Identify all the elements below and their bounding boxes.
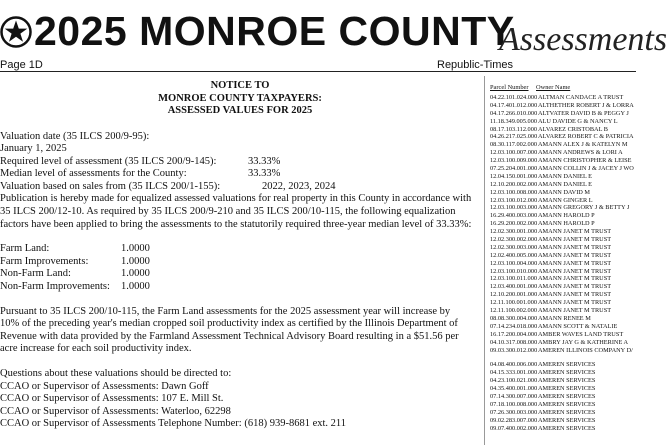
factor-label: Farm Improvements: <box>0 255 89 267</box>
table-row <box>490 323 636 331</box>
owner-name: AMEREN SERVICES <box>538 392 596 400</box>
notice-heading-line: MONROE COUNTY TAXPAYERS: <box>158 92 322 104</box>
owner-name: AMANN ANDREWS & LORI A <box>538 149 623 157</box>
parcel-number: 12.03.400.001.000 <box>490 283 538 291</box>
factor-row <box>0 268 480 281</box>
column-divider <box>484 76 485 445</box>
parcel-number: 04.10.317.008.000 <box>490 338 538 346</box>
paragraph-line: factors have been applied to bring the assessments to the statutorily required three-year median level of 33.33%: <box>0 218 472 230</box>
table-row <box>490 212 636 220</box>
table-row <box>490 157 636 165</box>
parcel-number: 07.25.204.001.000 <box>490 165 538 173</box>
factor-value: 1.0000 <box>121 268 150 280</box>
table-row <box>490 275 636 283</box>
listing-header <box>490 84 636 94</box>
required-level-label: Required level of assessment (35 ILCS 200/9-145): <box>0 155 217 167</box>
publication-name: Republic-Times <box>437 59 514 71</box>
parcel-number: 12.03.100.011.000 <box>490 275 537 283</box>
paragraph-line: Publication is hereby made for equalized assessed valuations for real property in this County in accordance with <box>0 193 472 205</box>
owner-name: AMANN SCOTT & NATALIE <box>538 322 618 330</box>
table-row <box>490 110 636 118</box>
median-level-label: Median level of assessments for the County: <box>0 168 187 180</box>
owner-name: AMANN CHRISTOPHER & LEISE <box>538 157 632 165</box>
parcel-number: 12.02.300.001.000 <box>490 228 538 236</box>
public-notice <box>0 80 480 431</box>
parcel-number: 11.18.349.005.000 <box>490 117 537 125</box>
required-level-row <box>0 156 480 169</box>
parcel-number: 04.08.400.006.000 <box>490 361 538 369</box>
owner-name: AMEREN ILLINOIS COMPANY D/ <box>538 346 633 354</box>
table-row <box>490 204 636 212</box>
owner-name: ALU DAVIDE G & NANCY L <box>538 117 618 125</box>
table-row <box>490 228 636 236</box>
table-row <box>490 361 636 369</box>
owner-name: AMANN JANET M TRUST <box>538 275 612 283</box>
contact-line: CCAO or Supervisor of Assessments Telephone Number: (618) 939-8681 ext. 211 <box>0 418 347 430</box>
factor-value: 1.0000 <box>121 255 150 267</box>
valuation-date-label: Valuation date (35 ILCS 200/9-95): <box>0 130 150 142</box>
parcel-number: 16.29.400.003.000 <box>490 212 538 220</box>
table-row <box>490 307 636 315</box>
table-row <box>490 347 636 355</box>
required-level-value: 33.33% <box>248 155 281 167</box>
paragraph-line: Revenue with data provided by the Farmland Assessment Technical Advisory Board resulting in a $51.56 per <box>0 330 459 342</box>
sales-years-row <box>0 181 480 194</box>
parcel-number: 12.11.100.001.000 <box>490 299 537 307</box>
table-row <box>490 220 636 228</box>
owner-name: AMANN GREGORY J & BETTY J <box>538 204 630 212</box>
owner-name: AMEREN SERVICES <box>538 377 596 385</box>
table-row <box>490 283 636 291</box>
owner-name: AMBRY JAY G & KATHERINE A <box>538 338 629 346</box>
parcel-number: 07.14.234.018.000 <box>490 322 538 330</box>
notice-heading <box>0 80 480 118</box>
median-level-row <box>0 168 480 181</box>
contact-line: CCAO or Supervisor of Assessments: Waterloo, 62298 <box>0 405 231 417</box>
parcel-number: 09.07.400.002.000 <box>490 424 538 432</box>
owner-name: AMANN JANET M TRUST <box>538 267 612 275</box>
parcel-number: 12.03.100.010.000 <box>490 267 538 275</box>
contact-line: CCAO or Supervisor of Assessments: Dawn Goff <box>0 380 209 392</box>
table-row <box>490 181 636 189</box>
masthead <box>0 0 667 58</box>
page-number: Page 1D <box>0 59 43 71</box>
table-row <box>490 173 636 181</box>
owner-name: AMANN DANIEL E <box>538 172 592 180</box>
owner-name: ALTMAN CANDACE A TRUST <box>538 94 624 101</box>
parcel-number-header: Parcel Number <box>490 84 529 91</box>
parcel-number: 04.15.333.001.000 <box>490 369 538 377</box>
table-row <box>490 291 636 299</box>
table-row <box>490 197 636 205</box>
table-row <box>490 425 636 433</box>
owner-name: AMANN JANET M TRUST <box>538 291 612 299</box>
listing-block <box>490 361 636 432</box>
owner-name: AMANN HAROLD P <box>538 212 595 220</box>
paragraph-line: Pursuant to 35 ILCS 200/10-115, the Farm Land assessments for the 2025 assessment year will increase by <box>0 305 451 317</box>
table-row <box>490 385 636 393</box>
owner-name: AMBER WAVES LAND TRUST <box>538 330 624 338</box>
factor-label: Farm Land: <box>0 243 50 255</box>
parcel-number: 12.10.200.001.000 <box>490 291 538 299</box>
owner-name: AMANN ALEX J & KATELYN M <box>538 141 628 149</box>
sales-years-label: Valuation based on sales from (35 ILCS 200/1-155): <box>0 180 221 192</box>
table-row <box>490 393 636 401</box>
owner-name: ALVAREZ ROBERT C & PATRICIA <box>538 133 634 141</box>
valuation-date: January 1, 2025 <box>0 143 67 155</box>
table-row <box>490 299 636 307</box>
owner-name: AMANN RENEE M <box>538 314 591 322</box>
owner-name: AMANN JANET M TRUST <box>538 228 612 236</box>
parcel-number: 12.10.200.002.000 <box>490 180 538 188</box>
table-row <box>490 102 636 110</box>
factor-value: 1.0000 <box>121 243 150 255</box>
table-row <box>490 165 636 173</box>
table-row <box>490 417 636 425</box>
parcel-number: 08.17.103.112.000 <box>490 125 537 133</box>
table-row <box>490 149 636 157</box>
paragraph-line: 35 ILCS 200/12-10. As required by 35 ILCS 200/9-210 and 35 ILCS 200/10-115, the following equalization <box>0 206 456 218</box>
parcel-number: 12.11.100.002.000 <box>490 307 537 315</box>
notice-heading-line: NOTICE TO <box>210 80 270 91</box>
parcel-number: 08.08.300.004.000 <box>490 314 538 322</box>
contact-line: Questions about these valuations should be directed to: <box>0 368 232 379</box>
owner-name: ALTHETHER ROBERT J & LORRA <box>538 101 634 109</box>
owner-name: AMANN DAVID M <box>538 188 591 196</box>
owner-name: AMEREN SERVICES <box>538 361 596 369</box>
parcel-number: 07.26.300.003.000 <box>490 408 538 416</box>
owner-name: AMANN JANET M TRUST <box>538 299 612 307</box>
star-logo-icon <box>0 16 32 48</box>
table-row <box>490 236 636 244</box>
table-row <box>490 252 636 260</box>
parcel-number: 12.03.100.007.000 <box>490 149 538 157</box>
sales-years-value: 2022, 2023, 2024 <box>262 180 336 192</box>
parcel-number: 12.03.100.003.000 <box>490 204 538 212</box>
owner-name: AMANN JANET M TRUST <box>538 251 612 259</box>
newspaper-title: 2025 MONROE COUNTY <box>34 8 515 54</box>
parcel-listing <box>490 84 636 432</box>
owner-name: AMANN GINGER L <box>538 196 593 204</box>
table-row <box>490 268 636 276</box>
parcel-number: 12.04.150.001.000 <box>490 172 538 180</box>
owner-name: AMANN JANET M TRUST <box>538 259 612 267</box>
table-row <box>490 141 636 149</box>
parcel-number: 12.03.100.009.000 <box>490 157 538 165</box>
table-row <box>490 118 636 126</box>
owner-name: ALVAREZ CRISTOBAL B <box>538 125 608 133</box>
table-row <box>490 126 636 134</box>
table-row <box>490 331 636 339</box>
owner-name-header: Owner Name <box>536 84 571 91</box>
notice-heading-line: ASSESSED VALUES FOR 2025 <box>167 105 313 116</box>
parcel-number: 12.02.400.005.000 <box>490 251 538 259</box>
parcel-number: 04.35.400.001.000 <box>490 385 538 393</box>
owner-name: AMANN JANET M TRUST <box>538 283 612 291</box>
owner-name: AMANN JANET M TRUST <box>538 236 612 244</box>
table-row <box>490 244 636 252</box>
factor-label: Non-Farm Improvements: <box>0 281 110 293</box>
owner-name: AMANN HAROLD P <box>538 220 595 228</box>
parcel-number: 16.17.200.004.000 <box>490 330 538 338</box>
paragraph-line: 10% of the preceding year's median cropped soil productivity index as certified by the Illinois Department of <box>0 318 458 330</box>
contact-line: CCAO or Supervisor of Assessments: 107 E. Mill St. <box>0 393 224 405</box>
paragraph-line: acre increase for each soil productivity index. <box>0 343 192 355</box>
owner-name: AMEREN SERVICES <box>538 416 596 424</box>
table-row <box>490 260 636 268</box>
parcel-number: 04.23.100.021.000 <box>490 377 538 385</box>
factor-label: Non-Farm Land: <box>0 268 71 280</box>
table-row <box>490 133 636 141</box>
factor-row <box>0 256 480 269</box>
parcel-number: 12.02.300.003.000 <box>490 243 538 251</box>
table-row <box>490 94 636 102</box>
owner-name: AMANN JANET M TRUST <box>538 243 612 251</box>
parcel-number: 16.29.200.002.000 <box>490 220 538 228</box>
owner-name: ALTVATER DAVID B & PEGGY J <box>538 109 629 117</box>
owner-name: AMEREN SERVICES <box>538 385 596 393</box>
section-title: Assessments <box>499 21 667 58</box>
parcel-number: 09.02.283.007.000 <box>490 416 538 424</box>
parcel-number: 08.30.117.002.000 <box>490 141 537 149</box>
owner-name: AMEREN SERVICES <box>538 424 596 432</box>
owner-name: AMEREN SERVICES <box>538 369 596 377</box>
parcel-number: 04.26.217.025.000 <box>490 133 538 141</box>
table-row <box>490 315 636 323</box>
table-row <box>490 339 636 347</box>
factor-row <box>0 243 480 256</box>
table-row <box>490 377 636 385</box>
owner-name: AMANN COLLIN J & JACEY J WO <box>538 165 634 173</box>
listing-block <box>490 94 636 354</box>
factor-row <box>0 281 480 294</box>
parcel-number: 04.17.401.012.000 <box>490 101 538 109</box>
table-row <box>490 401 636 409</box>
factor-value: 1.0000 <box>121 281 150 293</box>
parcel-number: 09.03.300.012.000 <box>490 346 538 354</box>
owner-name: AMANN DANIEL E <box>538 180 592 188</box>
table-row <box>490 369 636 377</box>
table-row <box>490 189 636 197</box>
parcel-number: 04.17.266.010.000 <box>490 109 538 117</box>
owner-name: AMANN JANET M TRUST <box>538 307 612 315</box>
owner-name: AMEREN SERVICES <box>538 408 596 416</box>
median-level-value: 33.33% <box>248 168 281 180</box>
parcel-number: 12.03.100.004.000 <box>490 259 538 267</box>
parcel-number: 12.02.300.002.000 <box>490 236 538 244</box>
owner-name: AMEREN SERVICES <box>538 400 596 408</box>
parcel-number: 12.03.100.012.000 <box>490 196 538 204</box>
parcel-number: 04.22.101.024.000 <box>490 94 538 101</box>
parcel-number: 07.18.100.008.000 <box>490 400 538 408</box>
table-row <box>490 409 636 417</box>
parcel-number: 12.03.100.008.000 <box>490 188 538 196</box>
parcel-number: 07.14.300.007.000 <box>490 392 538 400</box>
header-rule <box>0 71 636 72</box>
